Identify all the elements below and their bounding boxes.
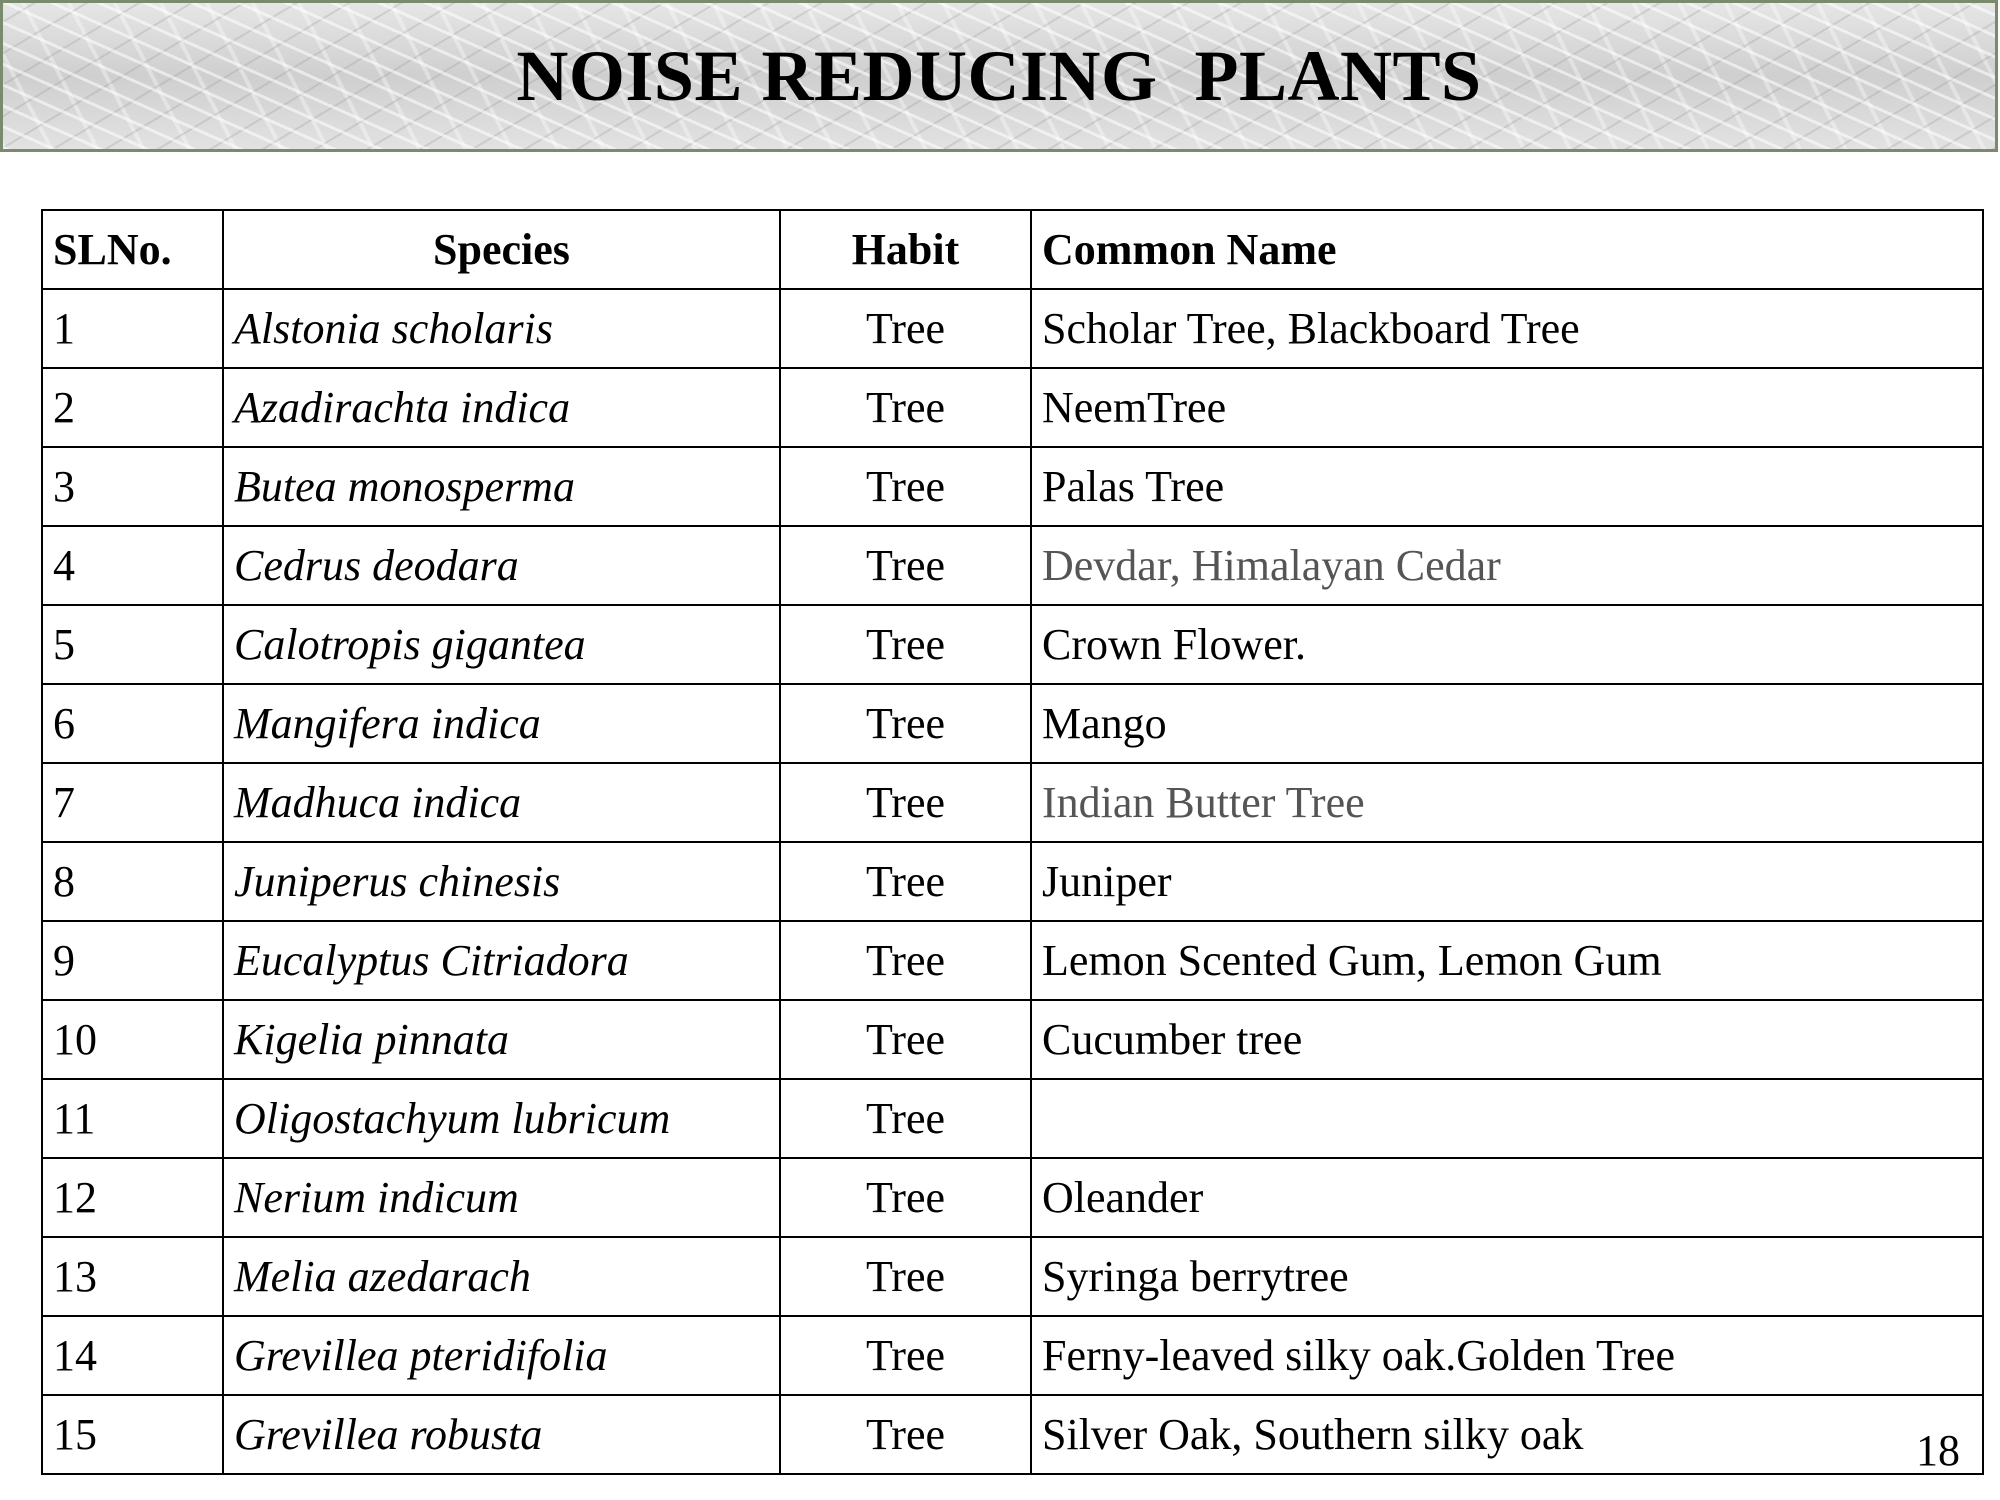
cell-species: Madhuca indica	[223, 763, 780, 842]
cell-habit: Tree	[780, 1079, 1031, 1158]
cell-sl-no: 6	[42, 684, 223, 763]
cell-habit: Tree	[780, 684, 1031, 763]
cell-sl-no: 1	[42, 289, 223, 368]
cell-habit: Tree	[780, 921, 1031, 1000]
cell-species: Juniperus chinesis	[223, 842, 780, 921]
cell-habit: Tree	[780, 289, 1031, 368]
plants-table	[41, 209, 1984, 1475]
table-row	[42, 1316, 1983, 1395]
table-row	[42, 526, 1983, 605]
header-common-name: Common Name	[1031, 210, 1983, 289]
header-species: Species	[223, 210, 780, 289]
cell-common-name: Mango	[1031, 684, 1983, 763]
cell-species: Nerium indicum	[223, 1158, 780, 1237]
cell-habit: Tree	[780, 368, 1031, 447]
cell-common-name: Lemon Scented Gum, Lemon Gum	[1031, 921, 1983, 1000]
page-number: 18	[1916, 1426, 1960, 1475]
cell-species: Oligostachyum lubricum	[223, 1079, 780, 1158]
table-row	[42, 447, 1983, 526]
cell-common-name: Indian Butter Tree	[1031, 763, 1983, 842]
cell-sl-no: 10	[42, 1000, 223, 1079]
table-row	[42, 763, 1983, 842]
title-banner	[0, 0, 1998, 152]
cell-sl-no: 9	[42, 921, 223, 1000]
header-habit: Habit	[780, 210, 1031, 289]
table-row	[42, 289, 1983, 368]
table-body	[42, 289, 1983, 1474]
cell-sl-no: 15	[42, 1395, 223, 1474]
table-row	[42, 921, 1983, 1000]
cell-common-name: Oleander	[1031, 1158, 1983, 1237]
cell-sl-no: 5	[42, 605, 223, 684]
cell-species: Grevillea pteridifolia	[223, 1316, 780, 1395]
cell-species: Butea monosperma	[223, 447, 780, 526]
cell-species: Azadirachta indica	[223, 368, 780, 447]
cell-habit: Tree	[780, 526, 1031, 605]
table-row	[42, 1000, 1983, 1079]
cell-sl-no: 4	[42, 526, 223, 605]
cell-sl-no: 14	[42, 1316, 223, 1395]
table-row	[42, 1237, 1983, 1316]
cell-habit: Tree	[780, 842, 1031, 921]
table-row	[42, 1079, 1983, 1158]
cell-common-name: Palas Tree	[1031, 447, 1983, 526]
cell-species: Grevillea robusta	[223, 1395, 780, 1474]
cell-habit: Tree	[780, 1000, 1031, 1079]
cell-species: Mangifera indica	[223, 684, 780, 763]
cell-common-name: Cucumber tree	[1031, 1000, 1983, 1079]
header-sl-no: SLNo.	[42, 210, 223, 289]
cell-sl-no: 2	[42, 368, 223, 447]
table-header-row	[42, 210, 1983, 289]
cell-common-name	[1031, 1079, 1983, 1158]
cell-habit: Tree	[780, 1158, 1031, 1237]
cell-common-name: Devdar, Himalayan Cedar	[1031, 526, 1983, 605]
cell-common-name: Juniper	[1031, 842, 1983, 921]
cell-species: Melia azedarach	[223, 1237, 780, 1316]
cell-habit: Tree	[780, 1395, 1031, 1474]
table-row	[42, 842, 1983, 921]
table-row	[42, 368, 1983, 447]
cell-common-name: Scholar Tree, Blackboard Tree	[1031, 289, 1983, 368]
table-row	[42, 605, 1983, 684]
cell-habit: Tree	[780, 1237, 1031, 1316]
cell-species: Eucalyptus Citriadora	[223, 921, 780, 1000]
cell-common-name: NeemTree	[1031, 368, 1983, 447]
cell-species: Calotropis gigantea	[223, 605, 780, 684]
cell-habit: Tree	[780, 605, 1031, 684]
table-row	[42, 1395, 1983, 1474]
cell-common-name: Silver Oak, Southern silky oak	[1031, 1395, 1983, 1474]
cell-species: Alstonia scholaris	[223, 289, 780, 368]
cell-habit: Tree	[780, 1316, 1031, 1395]
cell-sl-no: 12	[42, 1158, 223, 1237]
cell-common-name: Ferny-leaved silky oak.Golden Tree	[1031, 1316, 1983, 1395]
cell-sl-no: 13	[42, 1237, 223, 1316]
cell-habit: Tree	[780, 447, 1031, 526]
table-row	[42, 1158, 1983, 1237]
cell-species: Kigelia pinnata	[223, 1000, 780, 1079]
cell-habit: Tree	[780, 763, 1031, 842]
cell-common-name: Syringa berrytree	[1031, 1237, 1983, 1316]
table-row	[42, 684, 1983, 763]
cell-common-name: Crown Flower.	[1031, 605, 1983, 684]
cell-sl-no: 7	[42, 763, 223, 842]
cell-species: Cedrus deodara	[223, 526, 780, 605]
cell-sl-no: 3	[42, 447, 223, 526]
cell-sl-no: 11	[42, 1079, 223, 1158]
cell-sl-no: 8	[42, 842, 223, 921]
slide-title: NOISE REDUCING PLANTS	[516, 35, 1482, 116]
